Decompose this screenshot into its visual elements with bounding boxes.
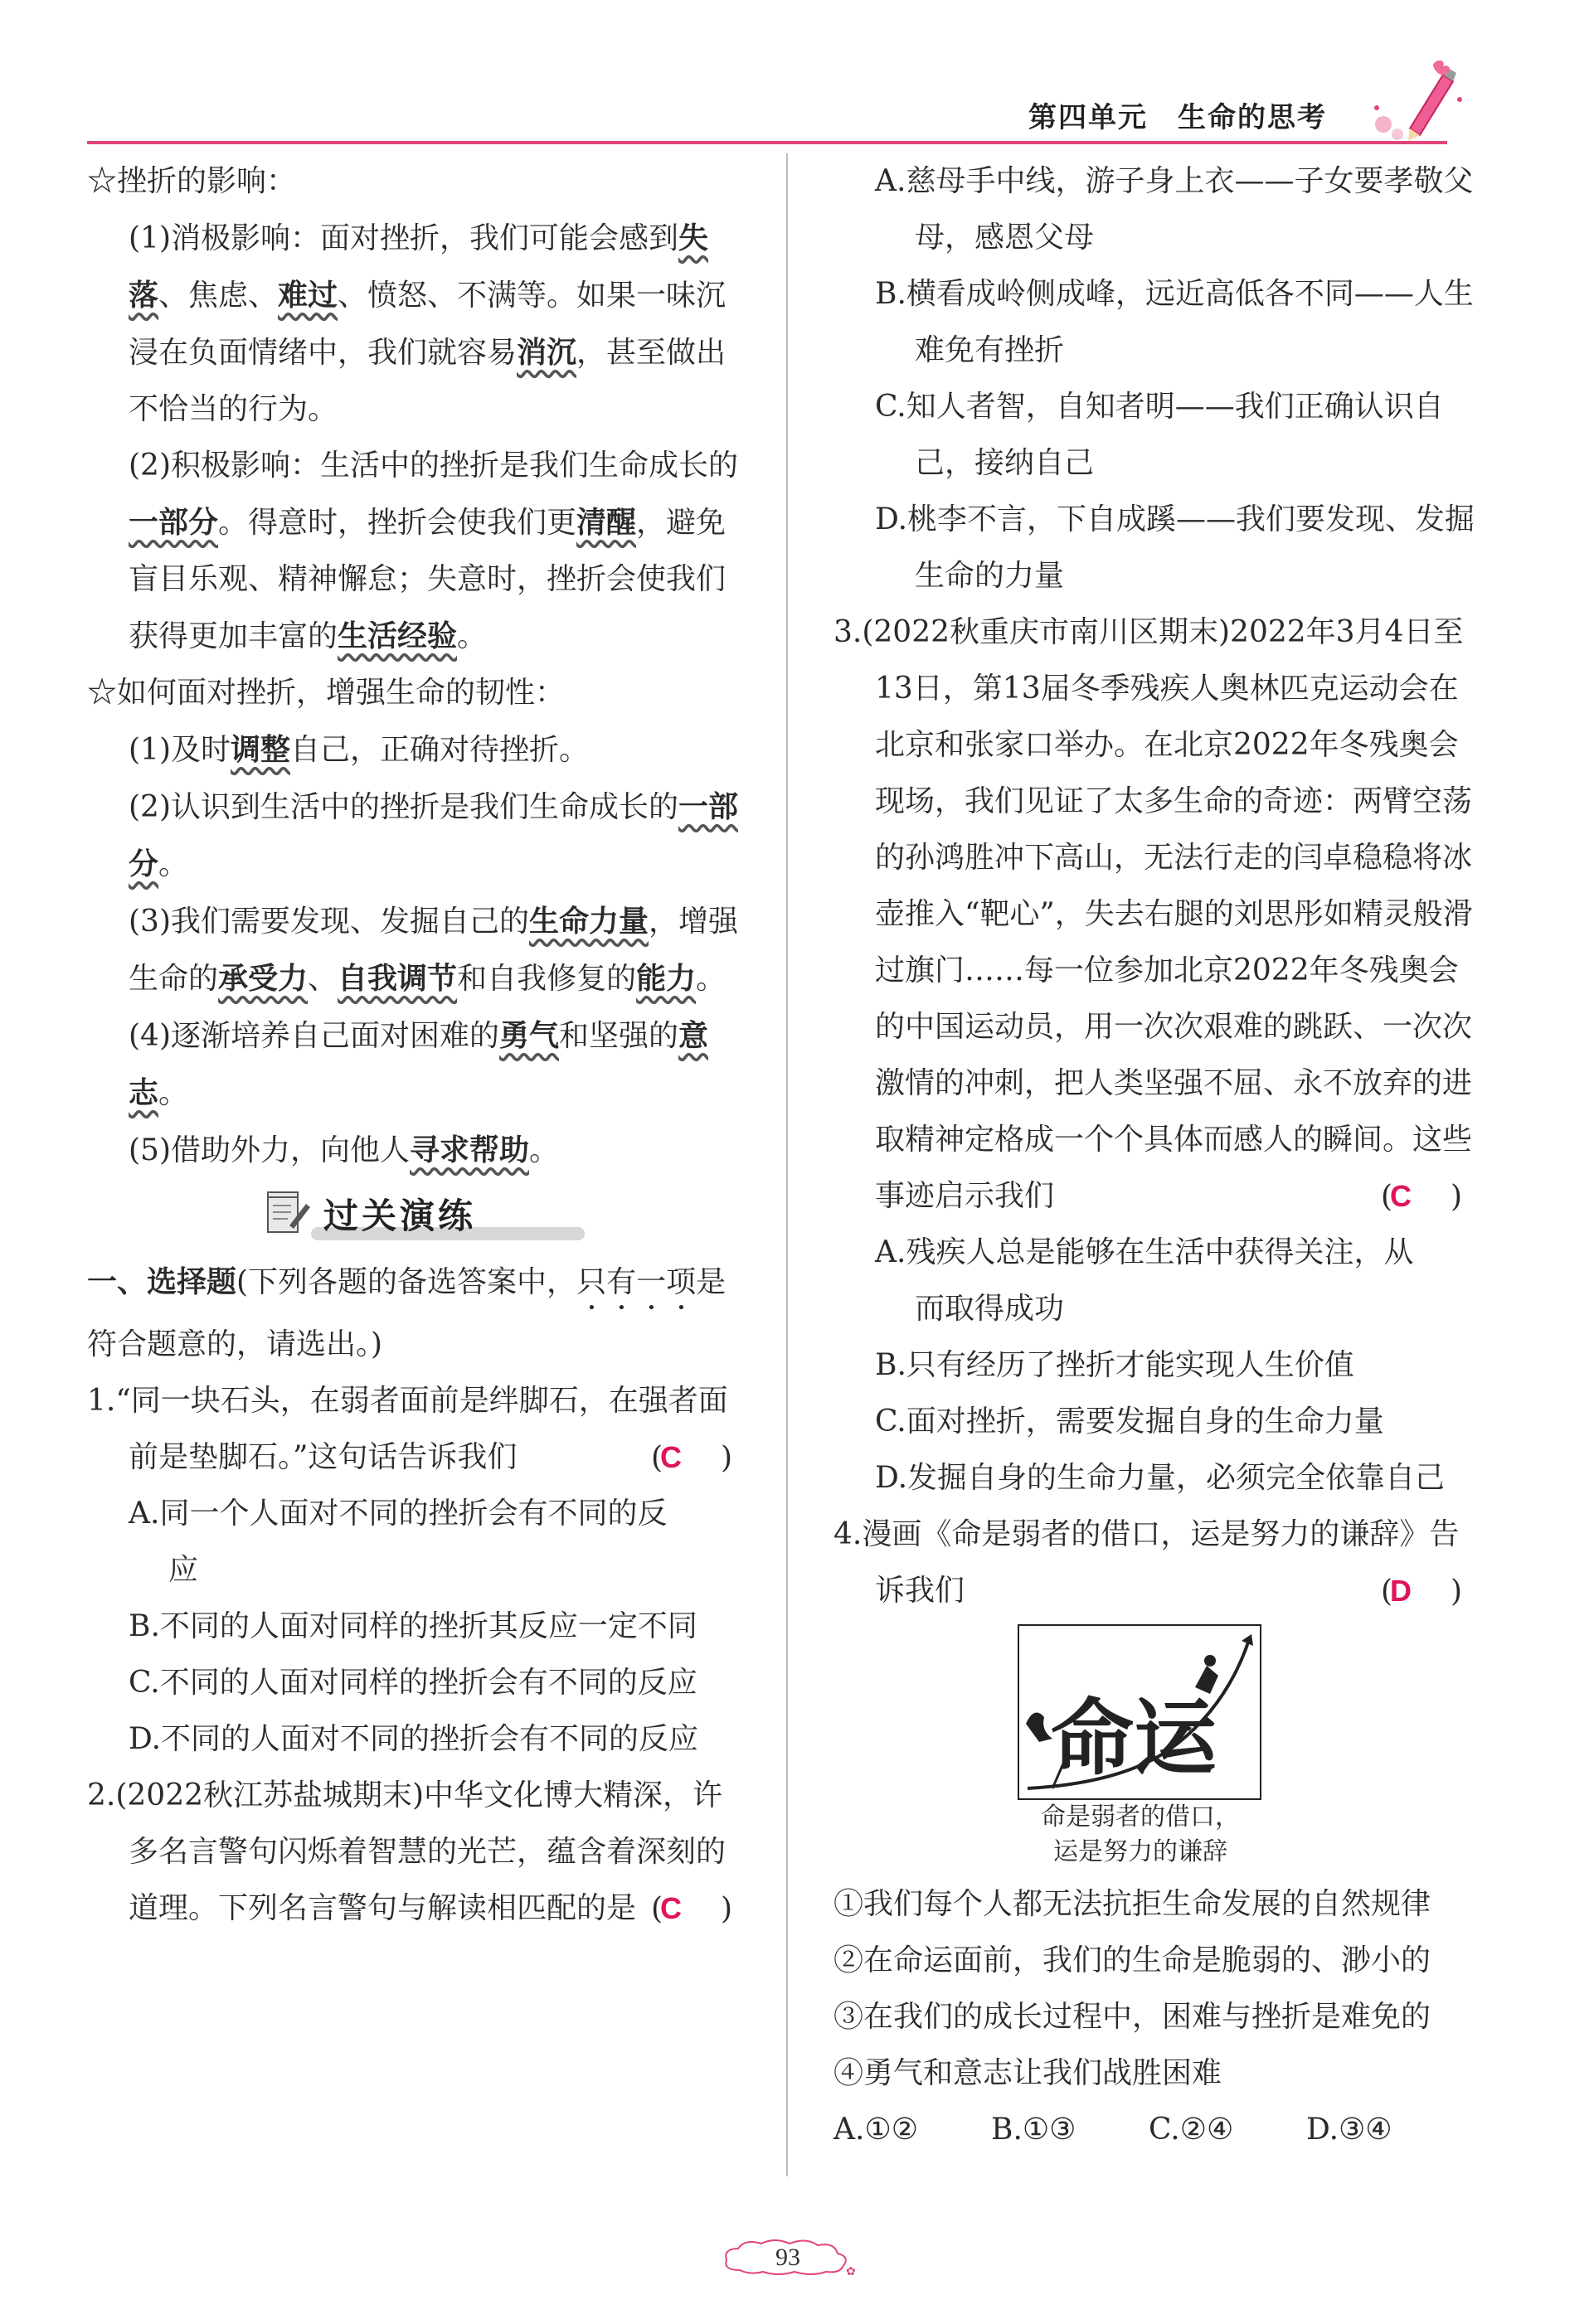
answer-blank: 调整	[231, 732, 291, 767]
q4-choice-b: B.①③	[991, 2113, 1076, 2147]
answer-blank: 生命力量	[529, 904, 649, 939]
question-stem: 1.“同一块石头，在弱者面前是绊脚石，在强者面前是垫脚石。”这句话告诉我们	[87, 1384, 728, 1474]
page-number	[715, 2237, 861, 2278]
q4-choice-c: C.②④	[1149, 2113, 1234, 2147]
q2-option-a: A.慈母手中线，游子身上衣——子女要孝敬父母，感恩父母	[875, 164, 1474, 255]
answer-blank: 意志	[129, 1018, 709, 1110]
q4-choices	[833, 2102, 1480, 2158]
cartoon-drawing	[1019, 1626, 1260, 1798]
question-stem: 2.(2022秋江苏盐城期末)中华文化博大精深，许多名言警句闪烁着智慧的光芒，蕴含着深刻的道理。下列名言警句与解读相匹配的是	[87, 1778, 727, 1925]
cartoon-text: 命运	[1051, 1690, 1217, 1787]
q2-option-d: D.桃李不言，下自成蹊——我们要发现、发掘生命的力量	[875, 502, 1475, 593]
s1-negative-effect: (1)消极影响：面对挫折，我们可能会感到失落、焦虑、难过、愤怒、不满等。如果一味沉浸在负面情绪中，我们就容易消沉，甚至做出不恰当的行为。	[129, 221, 727, 426]
svg-text:✿: ✿	[846, 2265, 856, 2278]
question-4: 4.漫画《命是弱者的借口，运是努力的谦辞》告诉我们 (D )	[833, 1517, 1463, 1608]
q3-option-a: A.残疾人总是能够在生活中获得关注，从而取得成功	[875, 1235, 1414, 1326]
answer-mark: C	[1390, 1179, 1412, 1213]
question-1: 1.“同一块石头，在弱者面前是绊脚石，在强者面前是垫脚石。”这句话告诉我们 (C )	[87, 1384, 733, 1475]
q4-item-4: ④勇气和意志让我们战胜困难	[833, 2056, 1222, 2090]
cartoon-caption-1: 命是弱者的借口，	[1041, 1802, 1240, 1832]
q4-item-2: ②在命运面前，我们的生命是脆弱的、渺小的	[833, 1943, 1431, 1977]
s2-title: ☆如何面对挫折，增强生命的韧性：	[87, 676, 566, 710]
question-stem: 3.(2022秋重庆市南川区期末)2022年3月4日至13日，第13届冬季残疾人奥林匹克运动会在北京和张家口举办。在北京2022年冬残奥会现场，我们见证了太多生命的奇迹：两臂空荡的孙鸿胜冲下高山，无法行走的闫卓稳稳将冰壶推入“靶心”，失去右腿的刘思彤如精灵般滑过旗门……每一位参加北京2022年冬残奥会的中国运动员，用一次次艰难的跳跃、一次次激情的冲刺，把人类坚强不屈、永不放弃的进取精神定格成一个个具体而感人的瞬间。这些事迹启示我们	[833, 615, 1473, 1213]
section-title: 过关演练	[323, 1196, 477, 1236]
answer-mark: C	[660, 1440, 683, 1474]
page-number-text: 93	[775, 2244, 800, 2271]
q1-option-d: D.不同的人面对不同的挫折会有不同的反应	[129, 1722, 699, 1756]
answer-blank: 自我调节	[338, 961, 458, 996]
answer-blank: 能力	[636, 961, 697, 996]
question-2: 2.(2022秋江苏盐城期末)中华文化博大精深，许多名言警句闪烁着智慧的光芒，蕴含着深刻的道理。下列名言警句与解读相匹配的是 (C )	[87, 1778, 733, 1926]
q1-option-c: C.不同的人面对同样的挫折会有不同的反应	[129, 1666, 697, 1700]
answer-blank: 生活经验	[338, 619, 458, 653]
right-column	[833, 153, 1480, 2158]
answer-blank: 一部分	[129, 789, 739, 881]
answer-mark: D	[1390, 1574, 1412, 1608]
q3-option-c: C.面对挫折，需要发掘自身的生命力量	[875, 1405, 1384, 1439]
answer-blank: 一部分	[129, 505, 219, 540]
answer-blank: 失落	[129, 221, 709, 313]
header-rule	[87, 141, 1447, 144]
emphasis-text: 只有一项	[576, 1265, 697, 1299]
s1-title: ☆挫折的影响：	[87, 164, 297, 198]
cartoon-image	[1018, 1624, 1261, 1800]
q4-choice-a: A.①②	[833, 2113, 918, 2147]
notebook-pencil-icon	[265, 1187, 311, 1237]
answer-blank: 勇气	[499, 1018, 560, 1053]
pencil-heart-icon	[1360, 58, 1468, 149]
s2-item-5: (5)借助外力，向他人寻求帮助。	[129, 1133, 560, 1167]
practice-section-header	[87, 1179, 751, 1254]
column-divider	[786, 153, 788, 2176]
question-stem: 4.漫画《命是弱者的借口，运是努力的谦辞》告诉我们	[833, 1517, 1460, 1608]
q3-option-b: B.只有经历了挫折才能实现人生价值	[875, 1348, 1354, 1382]
q1-option-a: A.同一个人面对不同的挫折会有不同的反应	[129, 1497, 668, 1587]
s2-item-2: (2)认识到生活中的挫折是我们生命成长的一部分。	[129, 789, 739, 881]
q2-option-b: B.横看成岭侧成峰，远近高低各不同——人生难免有挫折	[875, 277, 1474, 367]
q1-option-b: B.不同的人面对同样的挫折其反应一定不同	[129, 1609, 697, 1643]
q4-item-1: ①我们每个人都无法抗拒生命发展的自然规律	[833, 1887, 1431, 1921]
q2-option-c: C.知人者智，自知者明——我们正确认识自己，接纳自己	[875, 390, 1444, 480]
left-column	[87, 153, 751, 1938]
answer-blank: 消沉	[517, 335, 577, 370]
s1-positive-effect: (2)积极影响：生活中的挫折是我们生命成长的一部分。得意时，挫折会使我们更清醒，避免盲目乐观、精神懈怠；失意时，挫折会使我们获得更加丰富的生活经验。	[129, 449, 738, 653]
q3-option-d: D.发掘自身的生命力量，必须完全依靠自己	[875, 1461, 1446, 1495]
answer-blank: 清醒	[576, 505, 637, 540]
s2-item-1: (1)及时调整自己，正确对待挫折。	[129, 732, 590, 767]
cartoon-caption-2: 运是努力的谦辞	[1053, 1837, 1227, 1866]
answer-blank: 难过	[278, 278, 338, 313]
q4-choice-d: D.③④	[1306, 2113, 1392, 2147]
unit-title: 第四单元 生命的思考	[1028, 101, 1327, 134]
answer-blank: 寻求帮助	[410, 1133, 530, 1167]
question-3: 3.(2022秋重庆市南川区期末)2022年3月4日至13日，第13届冬季残疾人奥林匹克运动会在北京和张家口举办。在北京2022年冬残奥会现场，我们见证了太多生命的奇迹：两臂空荡的孙鸿胜冲下高山，无法行走的闫卓稳稳将冰壶推入“靶心”，失去右腿的刘思彤如精灵般滑过旗门……每一位参加北京2022年冬残奥会的中国运动员，用一次次艰难的跳跃、一次次激情的冲刺，把人类坚强不屈、永不放弃的进取精神定格成一个个具体而感人的瞬间。这些事迹启示我们 (C )	[833, 615, 1473, 1214]
s2-item-4: (4)逐渐培养自己面对困难的勇气和坚强的意志。	[129, 1018, 709, 1110]
answer-blank: 承受力	[218, 961, 309, 996]
part-title: 一、选择题(下列各题的备选答案中，只有一项是符合题意的，请选出。)	[87, 1264, 727, 1361]
s2-item-3: (3)我们需要发现、发掘自己的生命力量，增强生命的承受力、自我调节和自我修复的能力。	[129, 904, 739, 996]
answer-mark: C	[660, 1891, 683, 1925]
q4-item-3: ③在我们的成长过程中，困难与挫折是难免的	[833, 2000, 1431, 2034]
page-header	[0, 0, 1594, 166]
